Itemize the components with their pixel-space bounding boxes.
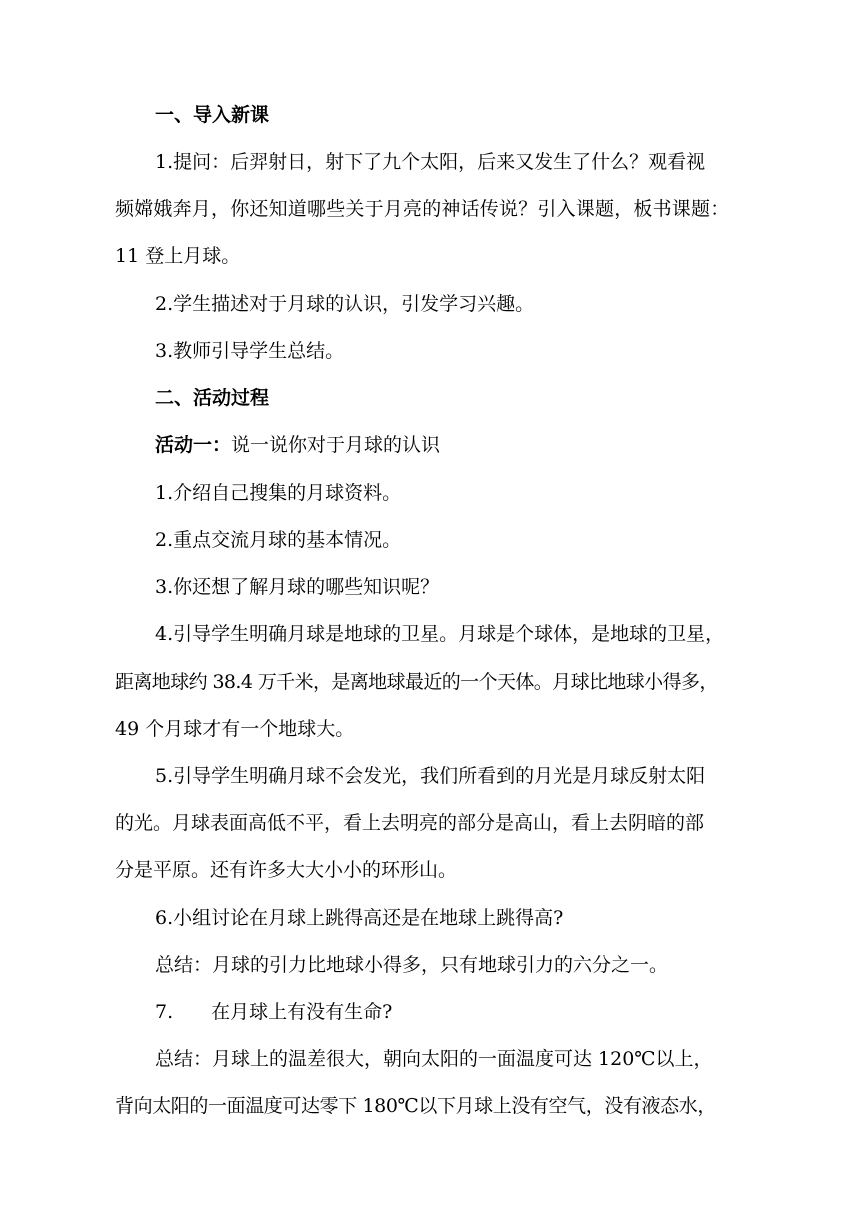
numbered-question <box>155 1000 392 1024</box>
summary-line: 总结：月球的引力比地球小得多，只有地球引力的六分之一。 <box>155 954 669 976</box>
paragraph-line: 5.引导学生明确月球不会发光，我们所看到的月光是月球反射太阳 <box>155 765 706 787</box>
paragraph-line: 1.介绍自己搜集的月球资料。 <box>155 482 402 504</box>
section-heading-intro: 一、导入新课 <box>155 104 270 126</box>
section-heading-activities: 二、活动过程 <box>155 387 270 409</box>
paragraph-line: 1.提问：后羿射日，射下了九个太阳，后来又发生了什么？观看视 <box>155 151 706 173</box>
paragraph-line: 分是平原。还有许多大大小小的环形山。 <box>115 859 458 881</box>
activity-heading <box>155 433 440 457</box>
paragraph-line: 4.引导学生明确月球是地球的卫星。月球是个球体，是地球的卫星， <box>155 623 725 645</box>
question-number: 7. <box>155 1001 174 1023</box>
activity-title: 说一说你对于月球的认识 <box>231 434 441 456</box>
paragraph-line: 3.你还想了解月球的哪些知识呢？ <box>155 576 440 598</box>
paragraph-line: 的光。月球表面高低不平，看上去明亮的部分是高山，看上去阴暗的部 <box>115 812 705 834</box>
question-text: 在月球上有没有生命? <box>211 1001 393 1023</box>
paragraph-line: 49 个月球才有一个地球大。 <box>115 718 355 740</box>
paragraph-line: 距离地球约 38.4 万千米，是离地球最近的一个天体。月球比地球小得多， <box>115 671 718 693</box>
paragraph-line: 2.学生描述对于月球的认识，引发学习兴趣。 <box>155 293 535 315</box>
activity-label: 活动一： <box>155 434 232 456</box>
paragraph-line: 6.小组讨论在月球上跳得高还是在地球上跳得高? <box>155 907 564 929</box>
paragraph-line: 频嫦娥奔月，你还知道哪些关于月亮的神话传说？引入课题，板书课题： <box>115 198 730 220</box>
paragraph-line: 背向太阳的一面温度可达零下 180℃以下月球上没有空气，没有液态水， <box>115 1095 716 1117</box>
paragraph-line: 3.教师引导学生总结。 <box>155 340 345 362</box>
paragraph-line: 2.重点交流月球的基本情况。 <box>155 529 402 551</box>
summary-line: 总结：月球上的温差很大，朝向太阳的一面温度可达 120℃以上， <box>155 1048 713 1070</box>
paragraph-line: 11 登上月球。 <box>115 245 241 267</box>
